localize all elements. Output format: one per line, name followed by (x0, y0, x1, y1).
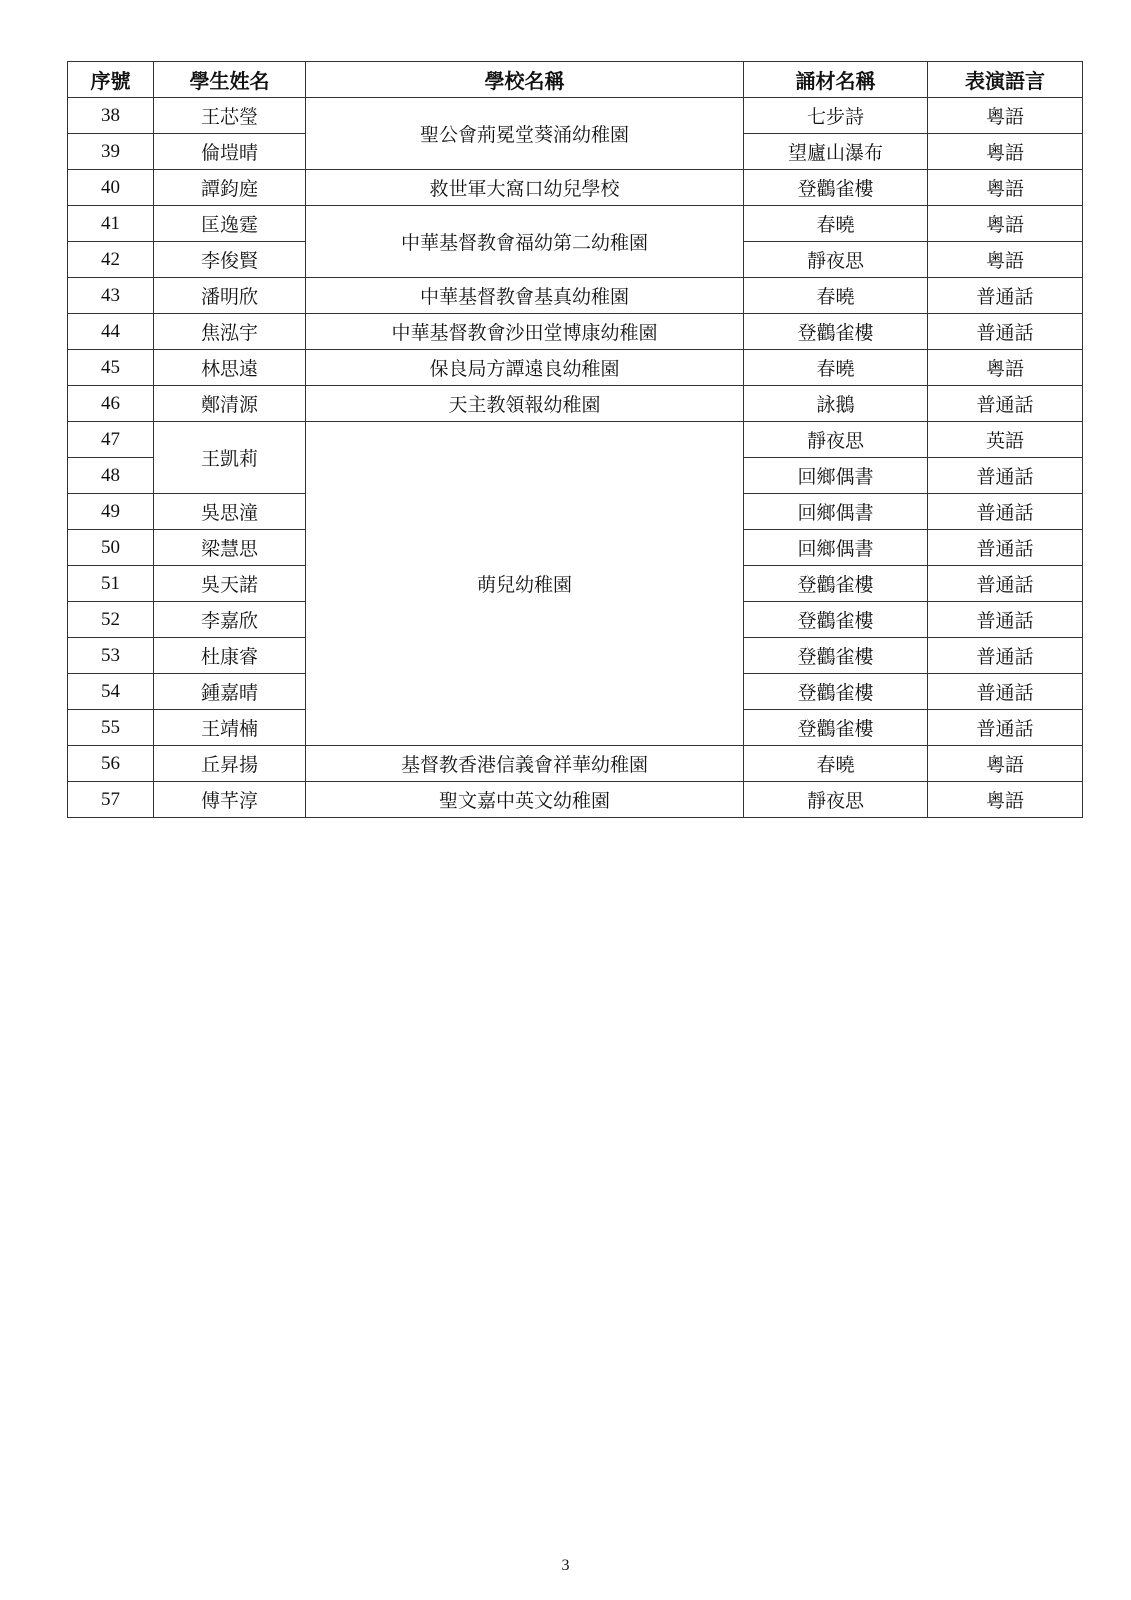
serial-no: 44 (68, 314, 154, 350)
header-poem-title: 誦材名稱 (744, 62, 928, 98)
student-name: 王凱莉 (154, 422, 306, 494)
table-row (68, 386, 1083, 422)
performance-language: 粵語 (928, 134, 1083, 170)
school-name: 中華基督教會基真幼稚園 (306, 278, 744, 314)
serial-no: 55 (68, 710, 154, 746)
student-name: 焦泓宇 (154, 314, 306, 350)
poem-title: 登鸛雀樓 (744, 710, 928, 746)
poem-title: 靜夜思 (744, 242, 928, 278)
table-row (68, 314, 1083, 350)
serial-no: 53 (68, 638, 154, 674)
student-name: 李俊賢 (154, 242, 306, 278)
serial-no: 45 (68, 350, 154, 386)
poem-title: 登鸛雀樓 (744, 566, 928, 602)
school-name: 保良局方譚遠良幼稚園 (306, 350, 744, 386)
table-row (68, 350, 1083, 386)
serial-no: 47 (68, 422, 154, 458)
student-name: 林思遠 (154, 350, 306, 386)
header-student-name: 學生姓名 (154, 62, 306, 98)
table-row (68, 206, 1083, 242)
performance-language: 粵語 (928, 98, 1083, 134)
school-name: 聖文嘉中英文幼稚園 (306, 782, 744, 818)
serial-no: 46 (68, 386, 154, 422)
poem-title: 靜夜思 (744, 422, 928, 458)
poem-title: 登鸛雀樓 (744, 602, 928, 638)
poem-title: 春曉 (744, 746, 928, 782)
table-row (68, 278, 1083, 314)
student-roster-table (67, 61, 1083, 818)
student-name: 潘明欣 (154, 278, 306, 314)
school-name: 救世軍大窩口幼兒學校 (306, 170, 744, 206)
poem-title: 登鸛雀樓 (744, 674, 928, 710)
student-name: 譚鈞庭 (154, 170, 306, 206)
performance-language: 普通話 (928, 566, 1083, 602)
table-row (68, 782, 1083, 818)
student-name: 匡逸霆 (154, 206, 306, 242)
poem-title: 登鸛雀樓 (744, 170, 928, 206)
poem-title: 回鄉偶書 (744, 530, 928, 566)
serial-no: 39 (68, 134, 154, 170)
table-row (68, 98, 1083, 134)
performance-language: 普通話 (928, 638, 1083, 674)
student-name: 梁慧思 (154, 530, 306, 566)
table-header-row (68, 62, 1083, 98)
poem-title: 望廬山瀑布 (744, 134, 928, 170)
poem-title: 春曉 (744, 278, 928, 314)
serial-no: 43 (68, 278, 154, 314)
poem-title: 詠鵝 (744, 386, 928, 422)
table-row (68, 170, 1083, 206)
poem-title: 春曉 (744, 350, 928, 386)
student-name: 鍾嘉晴 (154, 674, 306, 710)
student-name: 李嘉欣 (154, 602, 306, 638)
table-row (68, 422, 1083, 458)
student-name: 丘昇揚 (154, 746, 306, 782)
student-name: 杜康睿 (154, 638, 306, 674)
serial-no: 52 (68, 602, 154, 638)
performance-language: 普通話 (928, 710, 1083, 746)
performance-language: 普通話 (928, 602, 1083, 638)
performance-language: 普通話 (928, 530, 1083, 566)
poem-title: 靜夜思 (744, 782, 928, 818)
student-name: 吳天諾 (154, 566, 306, 602)
poem-title: 回鄉偶書 (744, 458, 928, 494)
performance-language: 普通話 (928, 386, 1083, 422)
performance-language: 普通話 (928, 458, 1083, 494)
page-number: 3 (561, 1557, 570, 1574)
school-name: 聖公會荊冕堂葵涌幼稚園 (306, 98, 744, 170)
serial-no: 38 (68, 98, 154, 134)
poem-title: 春曉 (744, 206, 928, 242)
performance-language: 粵語 (928, 746, 1083, 782)
school-name: 萌兒幼稚園 (306, 422, 744, 746)
student-name: 吳思潼 (154, 494, 306, 530)
poem-title: 七步詩 (744, 98, 928, 134)
serial-no: 48 (68, 458, 154, 494)
poem-title: 登鸛雀樓 (744, 638, 928, 674)
serial-no: 54 (68, 674, 154, 710)
performance-language: 粵語 (928, 206, 1083, 242)
school-name: 中華基督教會沙田堂博康幼稚園 (306, 314, 744, 350)
poem-title: 回鄉偶書 (744, 494, 928, 530)
table-row (68, 746, 1083, 782)
performance-language: 粵語 (928, 242, 1083, 278)
student-name: 鄭清源 (154, 386, 306, 422)
serial-no: 51 (68, 566, 154, 602)
performance-language: 普通話 (928, 494, 1083, 530)
school-name: 基督教香港信義會祥華幼稚園 (306, 746, 744, 782)
header-serial-no: 序號 (68, 62, 154, 98)
performance-language: 普通話 (928, 674, 1083, 710)
serial-no: 56 (68, 746, 154, 782)
serial-no: 40 (68, 170, 154, 206)
student-name: 王靖楠 (154, 710, 306, 746)
performance-language: 粵語 (928, 782, 1083, 818)
header-school-name: 學校名稱 (306, 62, 744, 98)
performance-language: 英語 (928, 422, 1083, 458)
serial-no: 50 (68, 530, 154, 566)
serial-no: 41 (68, 206, 154, 242)
performance-language: 普通話 (928, 314, 1083, 350)
serial-no: 42 (68, 242, 154, 278)
performance-language: 粵語 (928, 170, 1083, 206)
school-name: 中華基督教會福幼第二幼稚園 (306, 206, 744, 278)
school-name: 天主教領報幼稚園 (306, 386, 744, 422)
serial-no: 49 (68, 494, 154, 530)
poem-title: 登鸛雀樓 (744, 314, 928, 350)
performance-language: 普通話 (928, 278, 1083, 314)
performance-language: 粵語 (928, 350, 1083, 386)
student-name: 傅芊淳 (154, 782, 306, 818)
student-name: 倫塏晴 (154, 134, 306, 170)
header-performance-language: 表演語言 (928, 62, 1083, 98)
student-name: 王芯瑩 (154, 98, 306, 134)
serial-no: 57 (68, 782, 154, 818)
